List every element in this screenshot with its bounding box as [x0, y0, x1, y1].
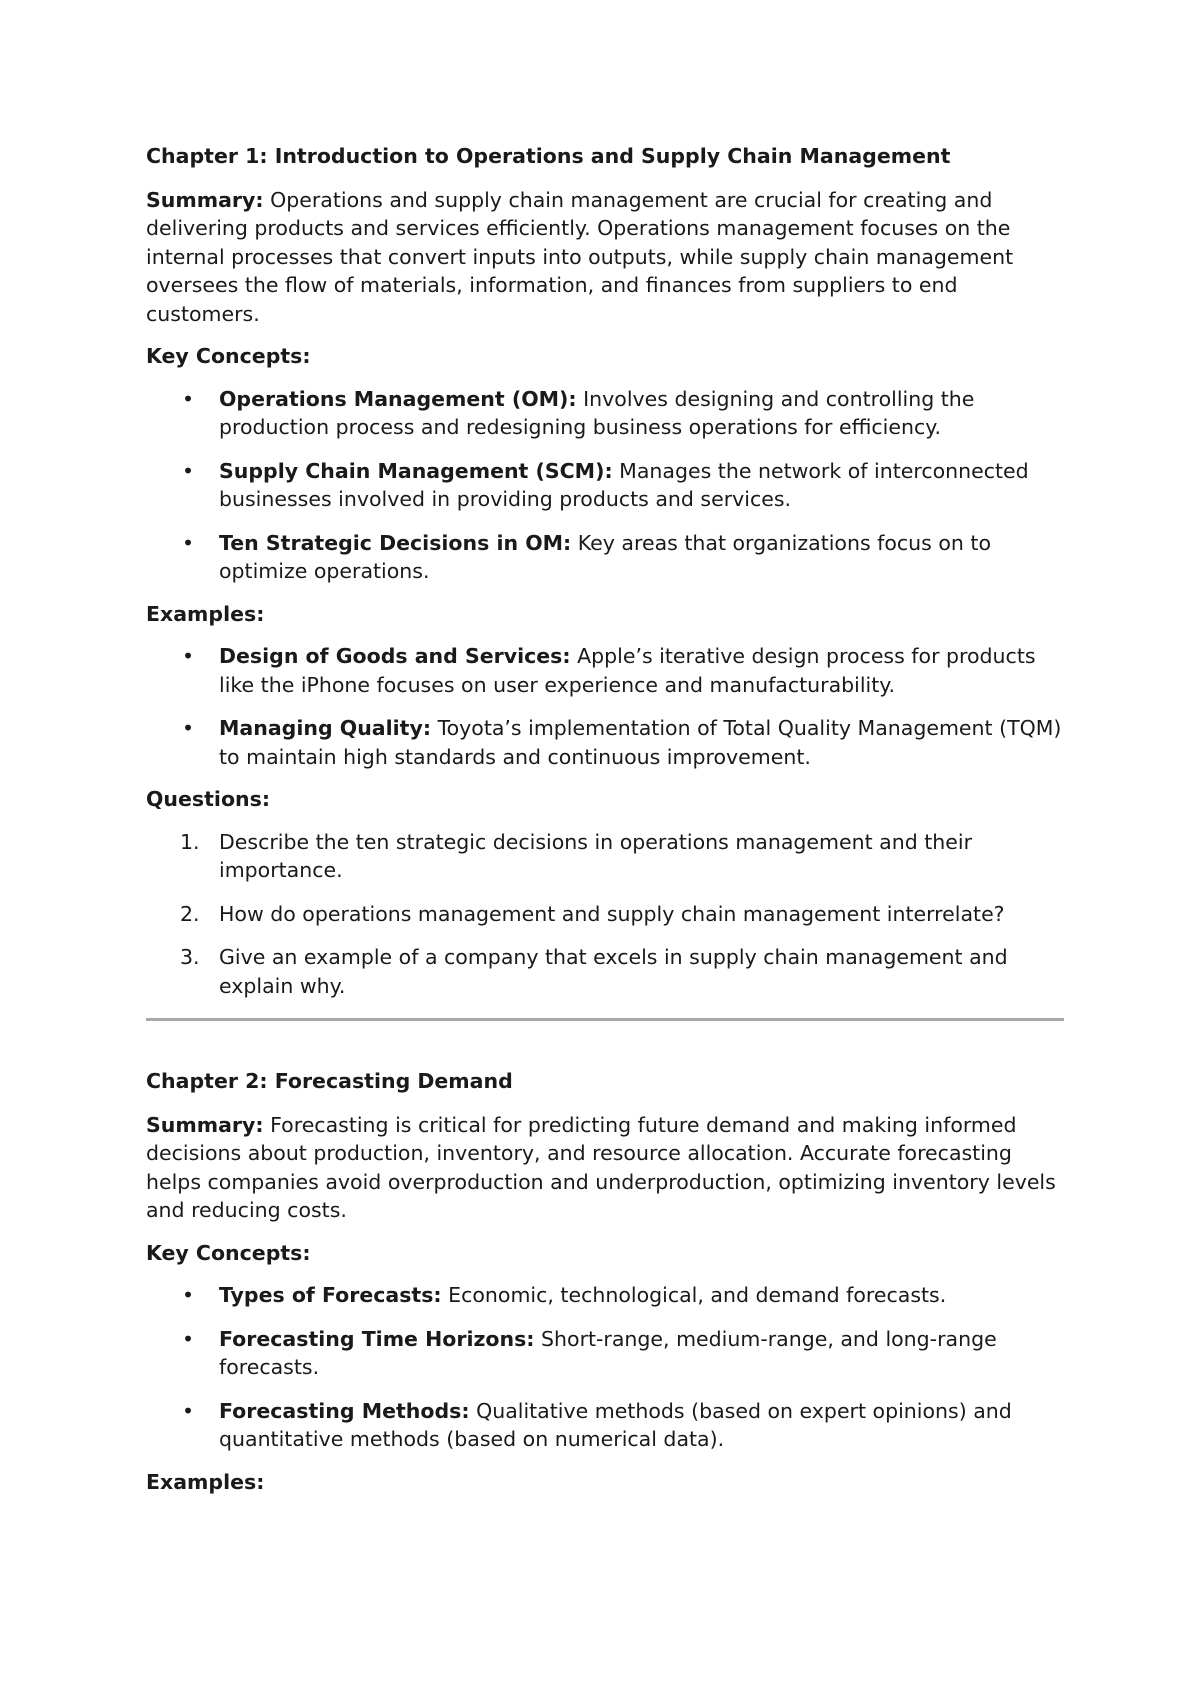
example-term: Design of Goods and Services: [219, 644, 571, 668]
list-item [146, 943, 1066, 1000]
question-number: 1. [180, 829, 200, 854]
concept-desc: Key areas that organizations focus on to optimize operations. [219, 530, 992, 583]
concept-desc: Involves designing and controlling the production process and redesigning business operations for efficiency. [219, 386, 975, 439]
chapter-1-examples-heading: Examples: [146, 601, 265, 626]
chapter-1-questions-list [146, 828, 1066, 1001]
concept-term: Types of Forecasts: [219, 1283, 442, 1307]
list-item [146, 385, 1066, 442]
chapter-1-key-concepts-list [146, 385, 1066, 586]
concept-desc: Economic, technological, and demand forecasts. [441, 1283, 947, 1307]
bullet-icon: • [182, 1326, 195, 1351]
concept-desc: Qualitative methods (based on expert opinions) and quantitative methods (based on numerical data). [219, 1398, 1012, 1451]
question-text: Give an example of a company that excels in supply chain management and explain why. [219, 945, 1008, 998]
list-item [146, 1397, 1066, 1454]
concept-term: Forecasting Time Horizons: [219, 1326, 535, 1351]
summary-text: Forecasting is critical for predicting future demand and making informed decisions about production, inventory, and resource allocation. Accurate forecasting helps companies avoid overproduction and underproduction, optimizing inventory levels and reducing costs. [146, 1112, 1056, 1222]
example-term: Managing Quality: [219, 716, 432, 740]
chapter-2-examples-heading: Examples: [146, 1469, 265, 1494]
list-item [146, 1325, 1066, 1382]
chapter-2-key-concepts-heading: Key Concepts: [146, 1240, 311, 1265]
summary-text: Operations and supply chain management are crucial for creating and delivering products and services efficiently. Operations management focuses on the internal processes that convert inputs into outputs, while supply chain management oversees the flow of materials, information, and finances from suppliers to end customers. [146, 187, 1014, 326]
chapter-1-title: Chapter 1: Introduction to Operations and Supply Chain Management [146, 144, 951, 168]
bullet-icon: • [182, 716, 195, 740]
document-page [146, 142, 1066, 1510]
concept-term: Ten Strategic Decisions in OM: [219, 530, 572, 555]
bullet-icon: • [182, 1398, 195, 1423]
question-text: How do operations management and supply chain management interrelate? [219, 901, 1005, 926]
concept-desc: Manages the network of interconnected businesses involved in providing products and services. [219, 458, 1029, 511]
concept-term: Operations Management (OM): [219, 386, 577, 411]
question-text: Describe the ten strategic decisions in operations management and their importance. [219, 829, 973, 882]
list-item [146, 714, 1066, 771]
concept-term: Forecasting Methods: [219, 1398, 470, 1423]
bullet-icon: • [182, 530, 195, 555]
bullet-icon: • [182, 458, 195, 483]
chapter-2-title: Chapter 2: Forecasting Demand [146, 1069, 513, 1093]
list-item [146, 1281, 1066, 1310]
concept-term: Supply Chain Management (SCM): [219, 458, 613, 483]
chapter-1-questions-heading: Questions: [146, 787, 271, 811]
summary-label: Summary: [146, 187, 264, 212]
list-item [146, 828, 1066, 885]
example-desc: Toyota’s implementation of Total Quality Management (TQM) to maintain high standards and continuous improvement. [219, 716, 1062, 769]
chapter-2-key-concepts-list [146, 1281, 1066, 1454]
chapter-1-examples-list [146, 642, 1066, 771]
question-number: 3. [180, 945, 200, 969]
question-number: 2. [180, 901, 200, 926]
list-item [146, 529, 1066, 586]
concept-desc: Short-range, medium-range, and long-range forecasts. [219, 1326, 997, 1379]
list-item [146, 642, 1066, 699]
list-item [146, 900, 1066, 929]
section-divider [146, 1018, 1064, 1021]
list-item [146, 457, 1066, 514]
example-desc: Apple’s iterative design process for products like the iPhone focuses on user experience and manufacturability. [219, 644, 1036, 697]
chapter-1-summary [146, 186, 1066, 329]
chapter-1-key-concepts-heading: Key Concepts: [146, 344, 311, 368]
bullet-icon: • [182, 644, 195, 668]
bullet-icon: • [182, 1283, 195, 1307]
chapter-2-summary [146, 1111, 1066, 1225]
bullet-icon: • [182, 386, 195, 411]
summary-label: Summary: [146, 1112, 264, 1137]
